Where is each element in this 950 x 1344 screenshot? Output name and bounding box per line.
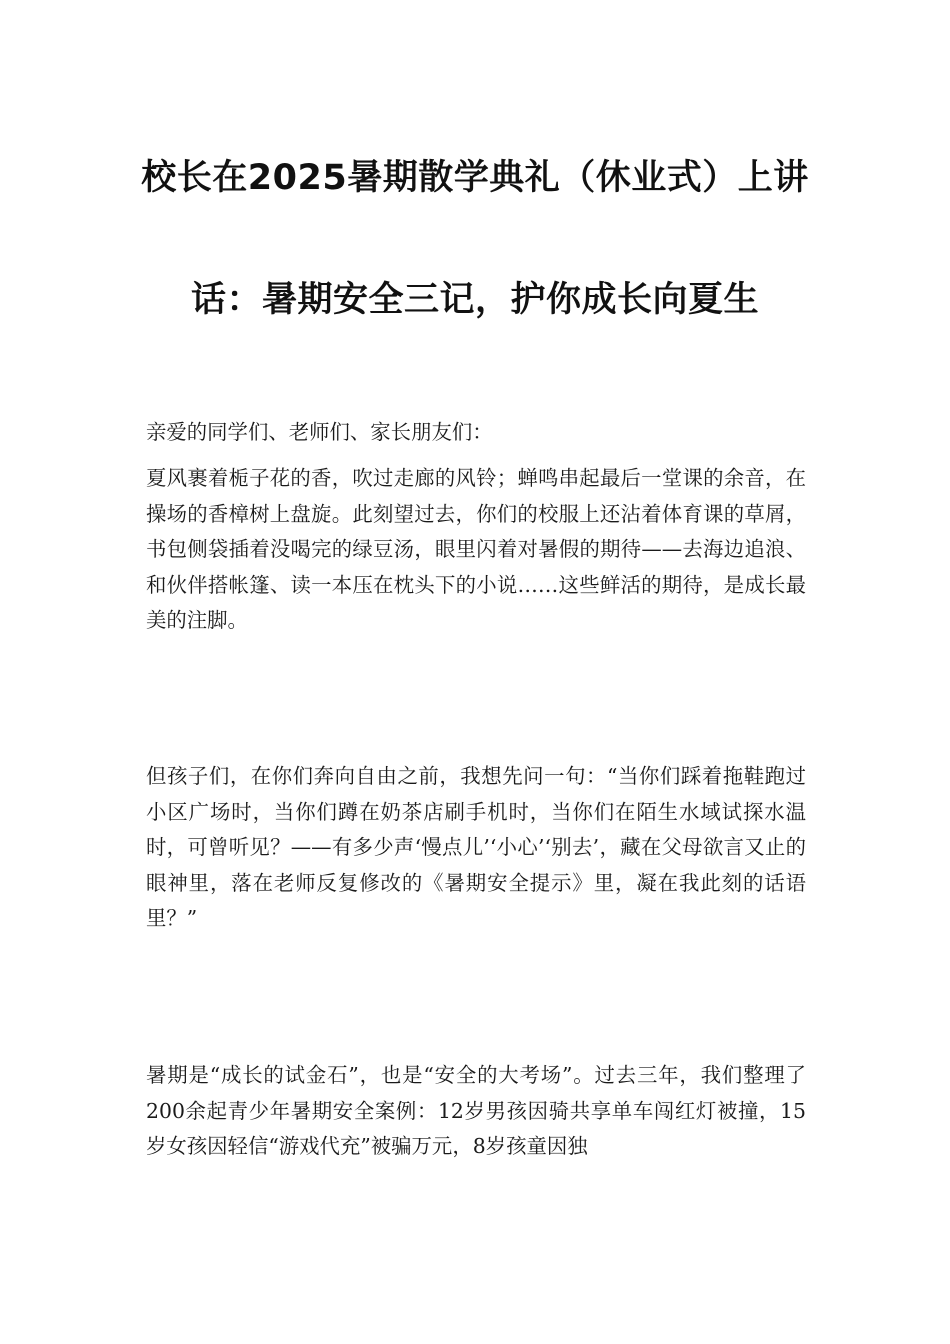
paragraph-1: 夏风裹着栀子花的香，吹过走廊的风铃；蝉鸣串起最后一堂课的余音，在操场的香樟树上盘旋。此刻望过去，你们的校服上还沾着体育课的草屑，书包侧袋插着没喝完的绿豆汤，眼里闪着对暑假的期待——去海边追浪、和伙伴搭帐篷、读一本压在枕头下的小说……这些鲜活的期待，是成长最美的注脚。 [146, 466, 806, 632]
document-title-line-2: 话：暑期安全三记，护你成长向夏生 [190, 280, 759, 320]
document-title-line-1: 校长在2025暑期散学典礼（休业式）上讲 [141, 158, 809, 198]
salutation: 亲爱的同学们、老师们、家长朋友们： [146, 420, 493, 444]
paragraph-2: 但孩子们，在你们奔向自由之前，我想先问一句：“当你们踩着拖鞋跑过小区广场时，当你们蹲在奶茶店刷手机时，当你们在陌生水域试探水温时，可曾听见？——有多少声‘慢点儿’‘小心’‘别去’，藏在父母欲言又止的眼神里，落在老师反复修改的《暑期安全提示》里，凝在我此刻的话语里？” [146, 764, 806, 930]
paragraph-3: 暑期是“成长的试金石”，也是“安全的大考场”。过去三年，我们整理了200余起青少年暑期安全案例：12岁男孩因骑共享单车闯红灯被撞，15岁女孩因轻信“游戏代充”被骗万元，8岁孩童因独 [146, 1063, 806, 1158]
